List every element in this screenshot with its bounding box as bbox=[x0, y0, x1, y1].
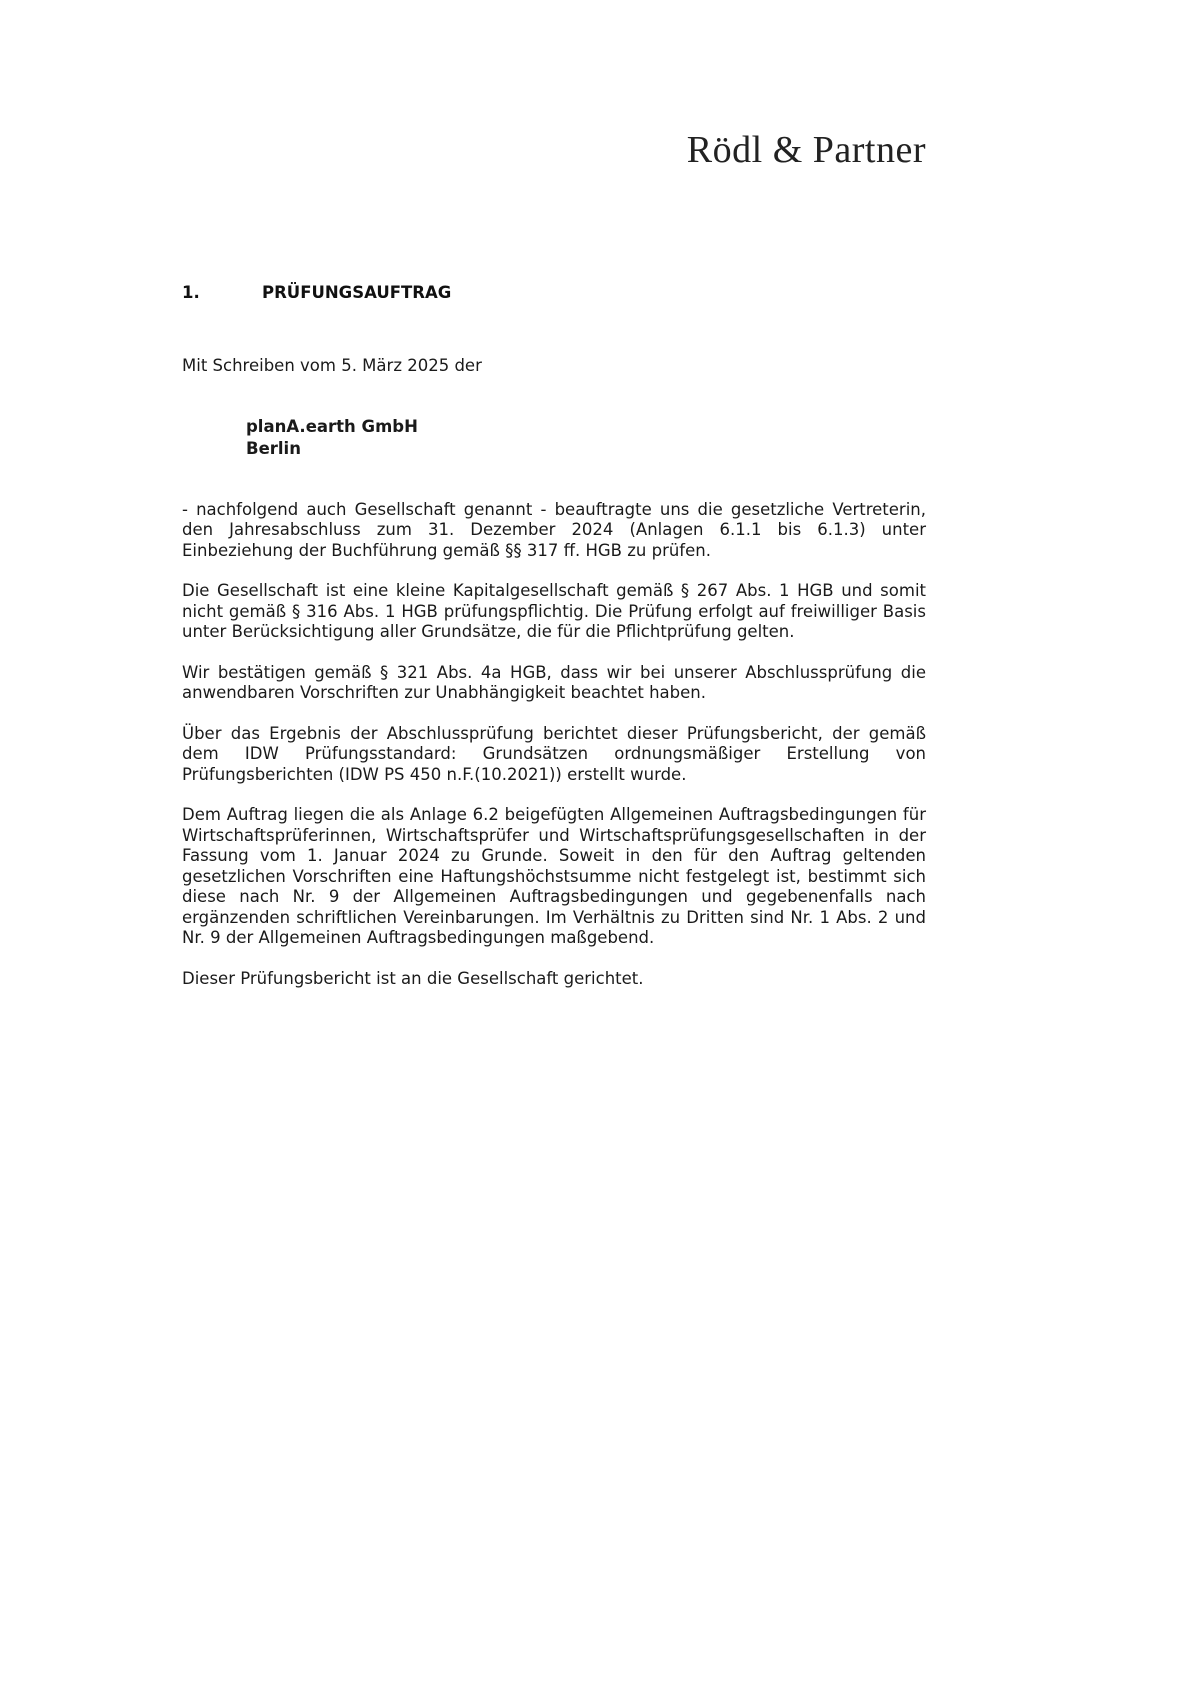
paragraph-addressee: Dieser Prüfungsbericht ist an die Gesellschaft gerichtet. bbox=[182, 968, 644, 988]
paragraph-engagement-terms: Dem Auftrag liegen die als Anlage 6.2 beigefügten Allgemeinen Auftragsbedingungen für Wirtschaftsprüferinnen, Wirtschaftsprüfer und Wirtschaftsprüfungsgesellschaften in der Fassung vom 1. Januar 2024 zu Grunde. Soweit in den für den Auftrag geltenden gesetzlichen Vorschriften eine Haftungshöchstsumme nicht festgelegt ist, bestimmt sich diese nach Nr. 9 der Allgemeinen Auftragsbedingungen und gegebenenfalls nach ergänzenden schriftlichen Vereinbarungen. Im Verhältnis zu Dritten sind Nr. 1 Abs. 2 und Nr. 9 der Allgemeinen Auftragsbedingungen maßgebend. bbox=[182, 805, 926, 947]
client-address bbox=[246, 416, 926, 460]
paragraph-independence: Wir bestätigen gemäß § 321 Abs. 4a HGB, dass wir bei unserer Abschlussprüfung die anwendbaren Vorschriften zur Unabhängigkeit beachtet haben. bbox=[182, 662, 926, 702]
company-logo: Rödl & Partner bbox=[686, 129, 926, 171]
intro-line: Mit Schreiben vom 5. März 2025 der bbox=[182, 356, 482, 375]
section-number: 1. bbox=[182, 283, 200, 302]
client-company: planA.earth GmbH bbox=[246, 416, 418, 436]
paragraph-report-standard: Über das Ergebnis der Abschlussprüfung berichtet dieser Prüfungsbericht, der gemäß dem IDW Prüfungsstandard: Grundsätzen ordnungsmäßiger Erstellung von Prüfungsberichten (IDW PS 450 n.F.(10.2021)) erstellt wurde. bbox=[182, 723, 926, 784]
document-body bbox=[182, 356, 926, 1009]
section-heading bbox=[182, 283, 451, 302]
paragraph-engagement: - nachfolgend auch Gesellschaft genannt - beauftragte uns die gesetzliche Vertreterin, den Jahresabschluss zum 31. Dezember 2024 (Anlagen 6.1.1 bis 6.1.3) unter Einbeziehung der Buchführung gemäß §§ 317 ff. HGB zu prüfen. bbox=[182, 499, 926, 560]
section-title: PRÜFUNGSAUFTRAG bbox=[262, 283, 452, 302]
client-city: Berlin bbox=[246, 438, 301, 458]
paragraph-company-size: Die Gesellschaft ist eine kleine Kapitalgesellschaft gemäß § 267 Abs. 1 HGB und somit nicht gemäß § 316 Abs. 1 HGB prüfungspflichtig. Die Prüfung erfolgt auf freiwilliger Basis unter Berücksichtigung aller Grundsätze, die für die Pflichtprüfung gelten. bbox=[182, 581, 926, 641]
